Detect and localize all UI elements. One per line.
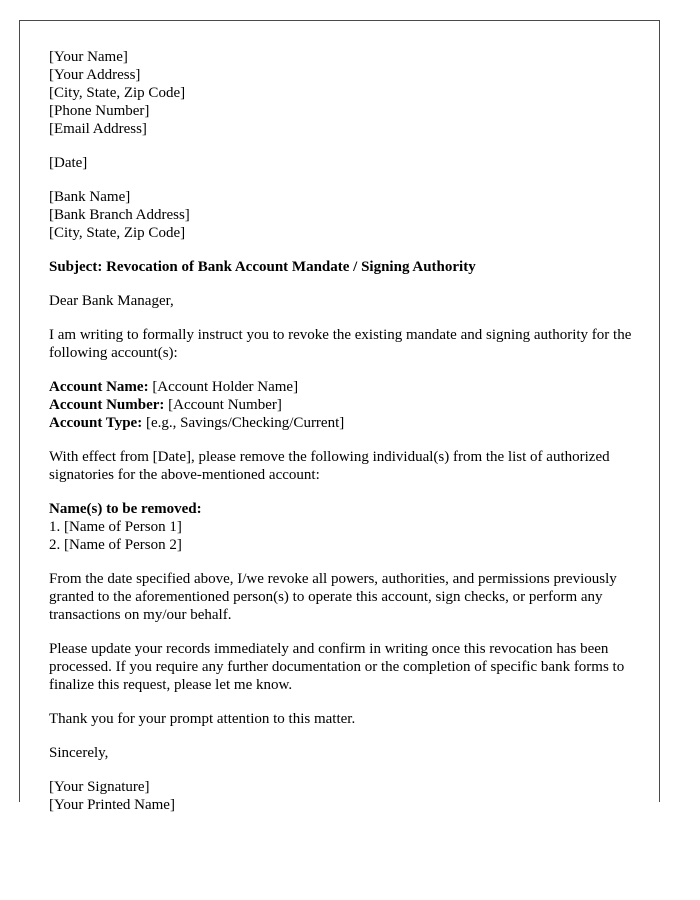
revoke-paragraph (49, 570, 639, 624)
subject-block (49, 258, 639, 276)
recipient-block (49, 188, 639, 242)
salutation-block (49, 292, 639, 310)
account-details (49, 378, 639, 432)
sender-address: [Your Address] (49, 67, 141, 83)
sender-city-state-zip: [City, State, Zip Code] (49, 85, 186, 101)
account-type-label: Account Type: (49, 415, 143, 431)
removal-item: 2. [Name of Person 2] (49, 537, 182, 553)
signature-block (49, 778, 639, 814)
account-name-row (49, 378, 639, 396)
account-number-row (49, 396, 639, 414)
removal-block (49, 500, 639, 554)
letter-page (19, 20, 660, 813)
letter-body (49, 48, 639, 830)
sender-name: [Your Name] (49, 49, 128, 65)
date-block (49, 154, 639, 172)
removal-heading: Name(s) to be removed: (49, 501, 202, 517)
subject-line: Subject: Revocation of Bank Account Mandate / Signing Authority (49, 259, 476, 275)
printed-name-placeholder: [Your Printed Name] (49, 797, 175, 813)
intro-text: I am writing to formally instruct you to revoke the existing mandate and signing authority for the following account(s): (49, 327, 632, 361)
account-number-value: [Account Number] (164, 397, 282, 413)
closing-block (49, 744, 639, 762)
account-type-value: [e.g., Savings/Checking/Current] (142, 415, 345, 431)
salutation: Dear Bank Manager, (49, 293, 174, 309)
recipient-bank-name: [Bank Name] (49, 189, 131, 205)
removal-item: 1. [Name of Person 1] (49, 519, 182, 535)
account-name-label: Account Name: (49, 379, 149, 395)
update-text: Please update your records immediately and confirm in writing once this revocation has been processed. If you require any further documentation or the completion of specific bank forms to finalize this request, please let me know. (49, 641, 625, 693)
account-number-label: Account Number: (49, 397, 165, 413)
signature-placeholder: [Your Signature] (49, 779, 150, 795)
update-paragraph (49, 640, 639, 694)
closing-text: Sincerely, (49, 745, 109, 761)
account-name-value: [Account Holder Name] (148, 379, 299, 395)
recipient-city-state-zip: [City, State, Zip Code] (49, 225, 186, 241)
effect-paragraph (49, 448, 639, 484)
intro-paragraph (49, 326, 639, 362)
revoke-text: From the date specified above, I/we revoke all powers, authorities, and permissions previously granted to the aforementioned person(s) to operate this account, sign checks, or perform any transactions on my/our behalf. (49, 571, 617, 623)
thanks-text: Thank you for your prompt attention to this matter. (49, 711, 356, 727)
sender-email: [Email Address] (49, 121, 147, 137)
sender-block (49, 48, 639, 138)
letter-date: [Date] (49, 155, 88, 171)
account-type-row (49, 414, 639, 432)
recipient-branch-address: [Bank Branch Address] (49, 207, 190, 223)
sender-phone: [Phone Number] (49, 103, 150, 119)
thanks-paragraph (49, 710, 639, 728)
effect-text: With effect from [Date], please remove the following individual(s) from the list of authorized signatories for the above-mentioned account: (49, 449, 610, 483)
